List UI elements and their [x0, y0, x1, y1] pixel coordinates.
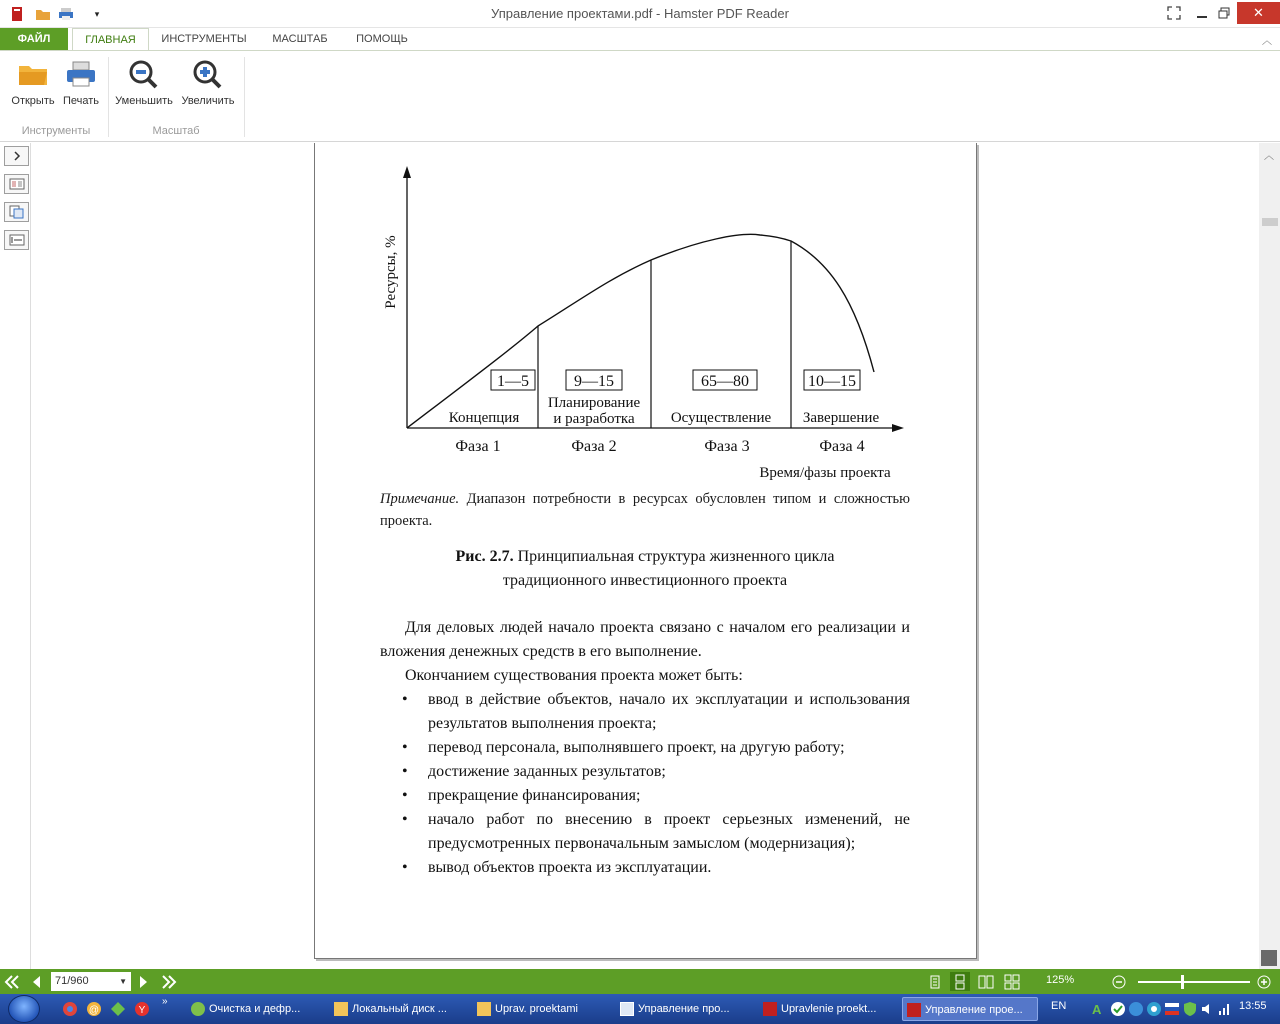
folder-icon: [334, 1002, 348, 1016]
close-button[interactable]: ✕: [1237, 2, 1280, 24]
document-icon: [620, 1002, 634, 1016]
clock: 13:55: [1239, 1000, 1267, 1012]
folder-icon: [477, 1002, 491, 1016]
tab-home[interactable]: ГЛАВНАЯ: [72, 28, 149, 51]
phase-1-name: Концепция: [448, 410, 520, 426]
window-title: Управление проектами.pdf - Hamster PDF Reader: [491, 6, 789, 21]
y-axis-arrow: [403, 166, 411, 178]
phase-3-range: 65—80: [701, 373, 749, 390]
downloader-icon[interactable]: [110, 1001, 126, 1020]
x-axis-arrow: [892, 424, 904, 432]
yandex-icon[interactable]: [134, 1001, 150, 1020]
open-label: Открыть: [11, 95, 55, 107]
tab-help[interactable]: ПОМОЩЬ: [356, 33, 408, 45]
svg-text:Y: Y: [138, 1005, 146, 1016]
phase-2-name-line1: Планирование: [547, 395, 641, 411]
figure-caption: [380, 545, 910, 593]
language-indicator[interactable]: EN: [1051, 1000, 1067, 1012]
first-page-icon[interactable]: [3, 972, 21, 991]
last-page-icon[interactable]: [159, 972, 179, 991]
list-item: • ввод в действие объектов, начало их эксплуатации и использования результатов выполнения проекта;: [380, 688, 910, 736]
phase-4-name: Завершение: [802, 410, 880, 426]
zoom-slider[interactable]: [1138, 981, 1250, 983]
zoom-slider-thumb[interactable]: [1181, 975, 1184, 989]
zoom-level: 125%: [1046, 974, 1075, 986]
taskbar-item-label: Upravlenie proekt...: [781, 1003, 877, 1015]
continuous-view-icon[interactable]: [950, 972, 970, 991]
page-dropdown-icon[interactable]: ▼: [119, 977, 127, 986]
paragraph: Окончанием существования проекта может быть:: [405, 667, 743, 684]
zoom-out-label: Уменьшить: [115, 95, 173, 107]
resource-curve: [407, 234, 874, 428]
taskbar-item-label: Локальный диск ...: [352, 1003, 447, 1015]
update-icon[interactable]: [1128, 1001, 1144, 1020]
archive-icon: [763, 1002, 777, 1016]
phase-2-label: Фаза 2: [571, 438, 617, 455]
taskbar-item[interactable]: [616, 997, 756, 1021]
next-page-icon[interactable]: [136, 972, 152, 991]
taskbar-item[interactable]: [187, 997, 327, 1021]
print-label: Печать: [62, 95, 100, 107]
paragraph: Для деловых людей начало проекта связано с началом его реализации и вложения денежных средств в его выполнение.: [380, 619, 910, 660]
flag-icon[interactable]: [1164, 1001, 1180, 1020]
taskbar-item-label: Очистка и дефр...: [209, 1003, 301, 1015]
body-text: [380, 616, 910, 880]
facing-view-icon[interactable]: [976, 972, 996, 991]
taskbar-item[interactable]: [330, 997, 470, 1021]
scroll-down-button[interactable]: [1261, 950, 1277, 966]
signal-icon[interactable]: [1218, 1001, 1230, 1020]
taskbar-item-label: Uprav. proektami: [495, 1003, 578, 1015]
single-page-view-icon[interactable]: [926, 972, 944, 991]
start-button[interactable]: [8, 995, 40, 1023]
customize-toolbar-icon[interactable]: ▾: [94, 8, 100, 19]
list-item: • прекращение финансирования;: [380, 784, 910, 808]
status-bar: [0, 969, 1280, 994]
antivirus-icon[interactable]: [1090, 1001, 1106, 1020]
more-icon[interactable]: »: [162, 996, 168, 1007]
network-icon[interactable]: [1146, 1001, 1162, 1020]
tab-zoom[interactable]: МАСШТАБ: [272, 33, 328, 45]
shield-icon[interactable]: [1182, 1001, 1198, 1020]
list-item: • начало работ по внесению в проект серьезных изменений, не предусмотренных первоначальным замыслом (модернизация);: [380, 808, 910, 856]
tab-file[interactable]: ФАЙЛ: [0, 28, 68, 50]
zoom-minus-icon[interactable]: [1111, 972, 1127, 991]
note-text: Диапазон потребности в ресурсах обусловлен типом и сложностью проекта.: [380, 491, 910, 529]
tab-tools[interactable]: ИНСТРУМЕНТЫ: [161, 33, 247, 45]
taskbar-item-label: Управление прое...: [925, 1004, 1023, 1016]
volume-icon[interactable]: [1200, 1001, 1216, 1020]
phase-1-label: Фаза 1: [455, 438, 501, 455]
taskbar-item[interactable]: [759, 997, 899, 1021]
caption-line-2: традиционного инвестиционного проекта: [502, 572, 788, 589]
phase-2-range: 9—15: [574, 373, 614, 390]
y-axis-label: Ресурсы, %: [383, 235, 399, 309]
group-label-tools: Инструменты: [21, 125, 91, 137]
list-item: • достижение заданных результатов;: [380, 760, 910, 784]
svg-text:A: A: [1092, 1002, 1102, 1017]
x-axis-label: Время/фазы проекта: [759, 465, 891, 481]
caption-number: Рис. 2.7.: [455, 548, 514, 565]
caption-title-1: Принципиальная структура жизненного цикла: [513, 548, 835, 565]
phase-4-range: 10—15: [808, 373, 856, 390]
list-item: • вывод объектов проекта из эксплуатации.: [380, 856, 910, 880]
taskbar-item-active[interactable]: [902, 997, 1038, 1021]
group-label-zoom: Масштаб: [152, 125, 200, 137]
list-item: • перевод персонала, выполнявшего проект, на другую работу;: [380, 736, 910, 760]
taskbar: [0, 994, 1280, 1024]
caption-line-1: [380, 545, 910, 569]
svg-text:@: @: [88, 1005, 100, 1016]
phase-4-label: Фаза 4: [819, 438, 865, 455]
figure-note: [380, 488, 910, 532]
pdf-reader-icon: [907, 1003, 921, 1017]
zoom-plus-icon[interactable]: [1256, 972, 1272, 991]
phase-1-range: 1—5: [497, 373, 529, 390]
scroll-thumb[interactable]: [1262, 218, 1278, 226]
defrag-icon: [191, 1002, 205, 1016]
continuous-facing-view-icon[interactable]: [1002, 972, 1022, 991]
collapse-ribbon-icon[interactable]: ︿: [1262, 36, 1272, 47]
phase-2-name-line2: и разработка: [553, 411, 635, 427]
taskbar-item-label: Управление про...: [638, 1003, 730, 1015]
scroll-up-icon[interactable]: ︿: [1264, 151, 1274, 162]
note-label: Примечание.: [380, 491, 460, 507]
phase-3-label: Фаза 3: [704, 438, 750, 455]
check-icon[interactable]: [1110, 1001, 1126, 1020]
page-number-field[interactable]: [51, 972, 131, 991]
phase-3-name: Осуществление: [670, 410, 772, 426]
page-indicator: 71/960: [55, 975, 89, 987]
vertical-scrollbar[interactable]: [1259, 143, 1280, 969]
previous-page-icon[interactable]: [28, 972, 44, 991]
mail-icon[interactable]: [86, 1001, 102, 1020]
chrome-icon[interactable]: [62, 1001, 78, 1020]
zoom-in-label: Увеличить: [181, 95, 235, 107]
taskbar-item[interactable]: [473, 997, 613, 1021]
